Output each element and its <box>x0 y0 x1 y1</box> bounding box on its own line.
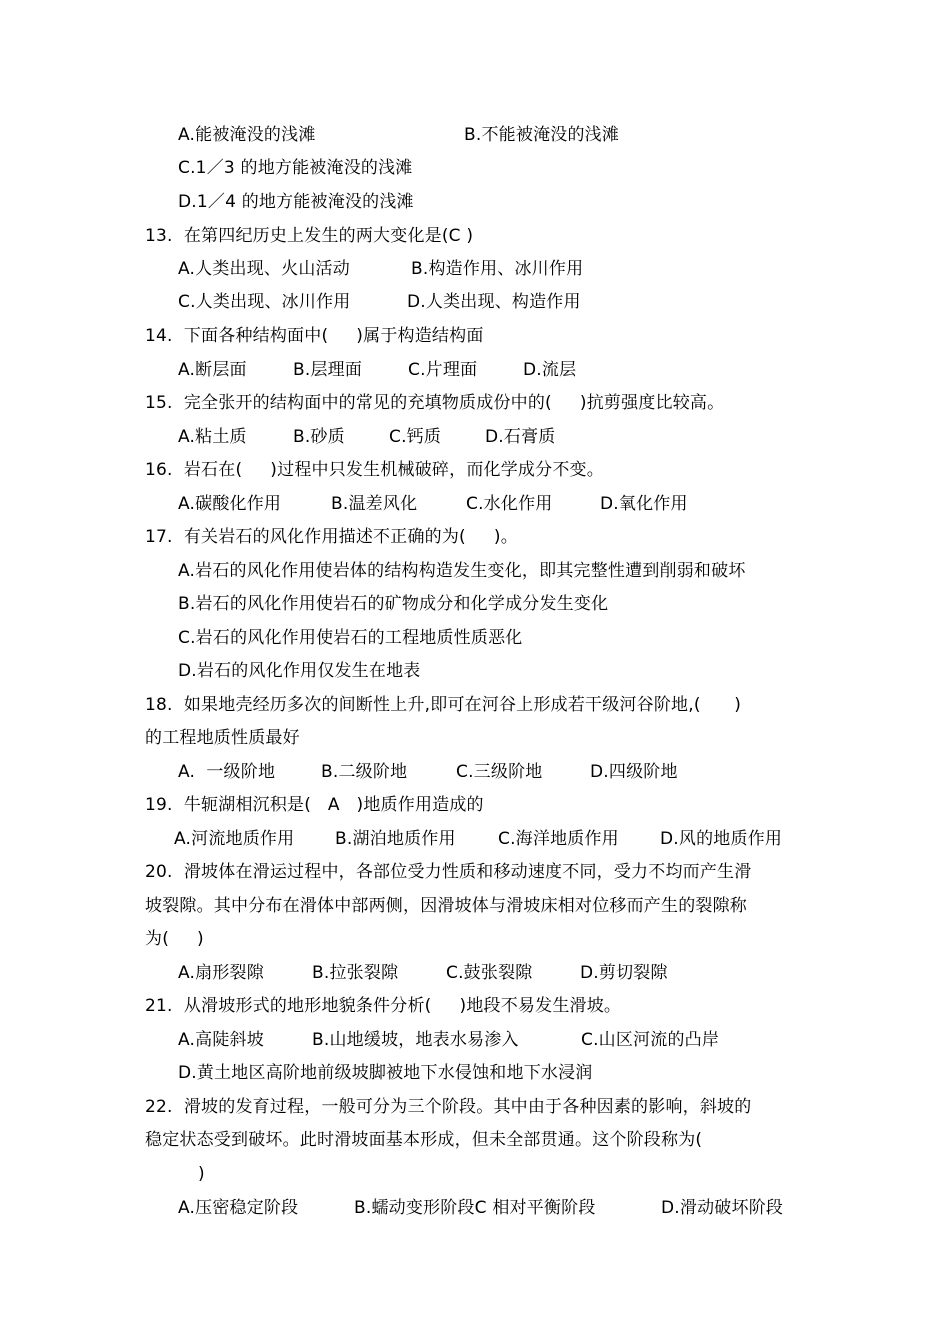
q12-option-d: D.1／4 的地方能被淹没的浅滩 <box>178 192 414 212</box>
q17-stem: 17. 有关岩石的风化作用描述不正确的为( )。 <box>145 527 518 547</box>
q18-stem-line-1: 18. 如果地壳经历多次的间断性上升,即可在河谷上形成若干级河谷阶地,( ) <box>145 695 742 715</box>
q17-option-a: A.岩石的风化作用使岩体的结构构造发生变化，即其完整性遭到削弱和破坏 <box>178 561 746 581</box>
q22-option-a: A.压密稳定阶段 <box>178 1198 299 1218</box>
q13-option-b: B.构造作用、冰川作用 <box>411 259 584 279</box>
q16-stem: 16. 岩石在( )过程中只发生机械破碎，而化学成分不变。 <box>145 460 604 480</box>
q16-option-b: B.温差风化 <box>331 494 418 514</box>
q16-option-d: D.氧化作用 <box>600 494 688 514</box>
q20-option-c: C.鼓张裂隙 <box>446 963 533 983</box>
q22-stem-line-2: 稳定状态受到破坏。此时滑坡面基本形成，但未全部贯通。这个阶段称为( <box>145 1130 703 1150</box>
q18-option-a: A. 一级阶地 <box>178 762 276 782</box>
q20-option-a: A.扇形裂隙 <box>178 963 264 983</box>
q20-option-d: D.剪切裂隙 <box>580 963 668 983</box>
q12-option-b: B.不能被淹没的浅滩 <box>464 125 620 145</box>
q18-option-d: D.四级阶地 <box>590 762 678 782</box>
q18-stem-line-2: 的工程地质性质最好 <box>145 728 300 748</box>
q20-option-b: B.拉张裂隙 <box>312 963 399 983</box>
q16-option-a: A.碳酸化作用 <box>178 494 282 514</box>
q19-option-c: C.海洋地质作用 <box>498 829 619 849</box>
q15-option-c: C.钙质 <box>389 427 442 447</box>
q14-option-a: A.断层面 <box>178 360 247 380</box>
q13-option-d: D.人类出现、构造作用 <box>407 292 581 312</box>
q15-option-a: A.粘土质 <box>178 427 247 447</box>
q20-stem-line-3: 为( ) <box>145 929 204 949</box>
q22-stem-line-3: ) <box>198 1164 205 1184</box>
q17-option-c: C.岩石的风化作用使岩石的工程地质性质恶化 <box>178 628 523 648</box>
q21-stem: 21. 从滑坡形式的地形地貌条件分析( )地段不易发生滑坡。 <box>145 996 622 1016</box>
q22-option-d: D.滑动破坏阶段 <box>661 1198 784 1218</box>
q19-option-d: D.风的地质作用 <box>660 829 783 849</box>
q22-option-b: B.蠕动变形阶段C 相对平衡阶段 <box>354 1198 596 1218</box>
q21-option-b: B.山地缓坡，地表水易渗入 <box>312 1030 519 1050</box>
q17-option-b: B.岩石的风化作用使岩石的矿物成分和化学成分发生变化 <box>178 594 609 614</box>
q20-stem-line-1: 20. 滑坡体在滑运过程中，各部位受力性质和移动速度不同，受力不均而产生滑 <box>145 862 752 882</box>
q13-option-c: C.人类出现、冰川作用 <box>178 292 351 312</box>
q15-option-d: D.石膏质 <box>485 427 556 447</box>
q13-stem: 13. 在第四纪历史上发生的两大变化是(C ) <box>145 226 474 246</box>
q18-option-b: B.二级阶地 <box>321 762 408 782</box>
q14-option-b: B.层理面 <box>293 360 363 380</box>
q15-stem: 15. 完全张开的结构面中的常见的充填物质成份中的( )抗剪强度比较高。 <box>145 393 725 413</box>
q15-option-b: B.砂质 <box>293 427 345 447</box>
q12-option-c: C.1／3 的地方能被淹没的浅滩 <box>178 158 413 178</box>
q14-option-c: C.片理面 <box>408 360 478 380</box>
q21-option-c: C.山区河流的凸岸 <box>581 1030 720 1050</box>
q13-option-a: A.人类出现、火山活动 <box>178 259 350 279</box>
q21-option-d: D.黄土地区高阶地前级坡脚被地下水侵蚀和地下水浸润 <box>178 1063 593 1083</box>
q17-option-d: D.岩石的风化作用仅发生在地表 <box>178 661 421 681</box>
q20-stem-line-2: 坡裂隙。其中分布在滑体中部两侧，因滑坡体与滑坡床相对位移而产生的裂隙称 <box>145 896 747 916</box>
q12-option-a: A.能被淹没的浅滩 <box>178 125 316 145</box>
q14-stem: 14. 下面各种结构面中( )属于构造结构面 <box>145 326 484 346</box>
q21-option-a: A.高陡斜坡 <box>178 1030 264 1050</box>
q14-option-d: D.流层 <box>523 360 577 380</box>
q19-option-b: B.湖泊地质作用 <box>335 829 456 849</box>
q19-option-a: A.河流地质作用 <box>174 829 295 849</box>
q22-stem-line-1: 22. 滑坡的发育过程，一般可分为三个阶段。其中由于各种因素的影响，斜坡的 <box>145 1097 752 1117</box>
q16-option-c: C.水化作用 <box>466 494 553 514</box>
q18-option-c: C.三级阶地 <box>456 762 543 782</box>
q19-stem: 19. 牛轭湖相沉积是( A )地质作用造成的 <box>145 795 484 815</box>
